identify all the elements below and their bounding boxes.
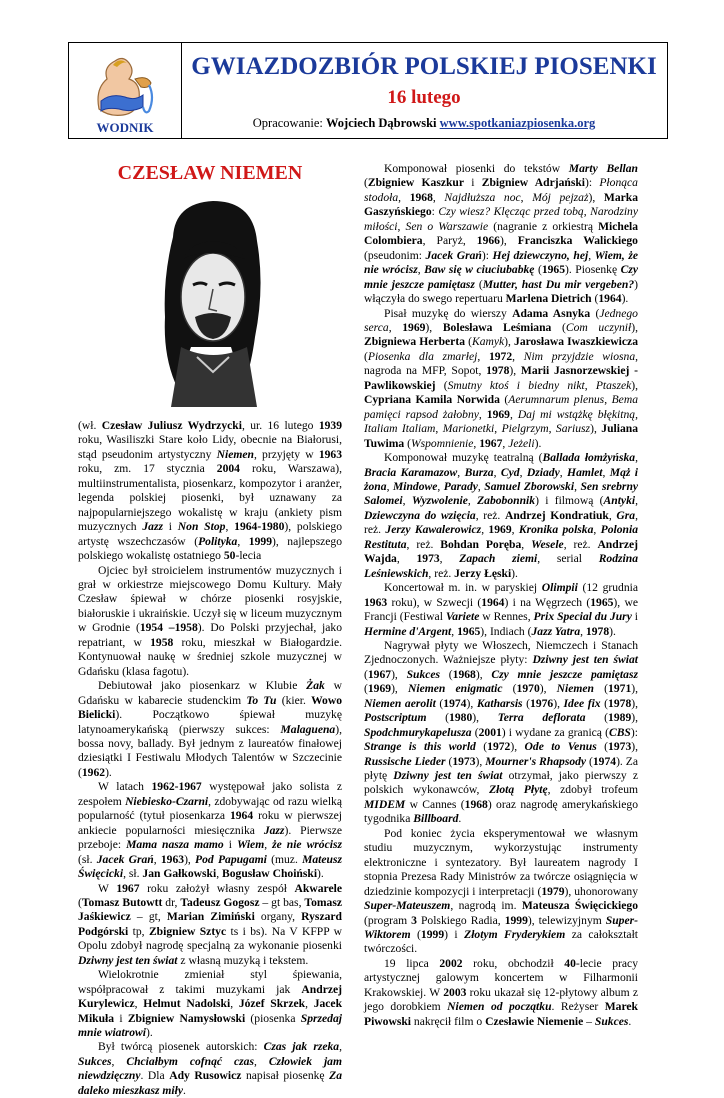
aquarius-icon: [89, 49, 161, 119]
credit-line: [181, 116, 667, 131]
credit-prefix: Opracowanie:: [252, 116, 326, 130]
site-link[interactable]: www.spotkaniazpiosenka.org: [439, 116, 596, 130]
aquarius-logo: [69, 43, 182, 138]
left-column: CZESŁAW NIEMEN (wł. Czesław Juliusz Wydrzycki, ur. 16 lutego 1939 roku, Wasiliszki Stare koło Lidy, obecnie na Białorusi, stąd pseudonim artystyczny Niemen, przyjęty w 1963 roku, zm. 17 stycznia 2004 roku, Warszawa), multiinstrumentalista, piosenkarz, kompozytor i aranżer, legenda polskiej piosenki, był uznawany za najpopularniejszego wokalistę w kraju (ankiety pism muzycznych Jazz i Non Stop, 1964-1980), polskiego artystę wszechczasów (Polityka, 1999), najlepszego polskiego wokalistę ostatniego 50-lecia Ojciec był stroicielem instrumentów muzycznych i grał w orkiestrze miejscowego Domu Kultury. Mały Czesław śpiewał w chórze piosenki rosyjskie, białoruskie i ukraińskie. Uczył się w liceum muzycznym w Grodnie (1954 –1958). Do Polski przyjechał, jako repatriant, w 1958 roku, mieszkał w Białogardzie. Kontynuował naukę w średniej szkole muzycznej w Gdańsku (klasa fagotu). Debiutował jako piosenkarz w Klubie Żak w Gdańsku w kabarecie studenckim To Tu (kier. Wowo Bielicki). Początkowo śpiewał muzykę latynoamerykańską (pierwszy sukces: Malaguena), bossa novy, ballady. Był jednym z laureatów finałowej dziesiątki I Festiwalu Młodych Talentów w Szczecinie (1962). W latach 1962-1967 występował jako solista z zespołem Niebiesko-Czarni, zdobywając od razu wielką popularność (tytuł piosenkarza 1964 roku w pierwszej ankiecie popularności miesięcznika Jazz). Pierwsze przeboje: Mama nasza mamo i Wiem, że nie wrócisz (sł. Jacek Grań, 1963), Pod Papugami (muz. Mateusz Święcicki, sł. Jan Gałkowski, Bogusław Choiński). W 1967 roku założył własny zespół Akwarele (Tomasz Butowtt dr, Tadeusz Gogosz – gt bas, Tomasz Jaśkiewicz – gt, Marian Zimiński organy, Ryszard Podgórski tp, Zbigniew Sztyc ts i bs). Na V KFPP w Opolu zdobył nagrodę specjalną za wykonanie piosenki Dziwny jest ten świat z własną muzyką i tekstem. Wielokrotnie zmieniał styl śpiewania, współpracował z takimi muzykami jak Andrzej Kurylewicz, Helmut Nadolski, Józef Skrzek, Jacek Mikuła i Zbigniew Namysłowski (piosenka Sprzedaj mnie wiatrowi). Był twórcą piosenek autorskich: Czas jak rzeka, Sukces, Chciałbym cofnąć czas, Człowiek jam niewdzięczny. Dla Ady Rusowicz napisał piosenkę Za daleko mieszkasz miły.: [78, 162, 343, 1097]
credit-author: Wojciech Dąbrowski: [325, 116, 437, 130]
logo-label: WODNIK: [96, 120, 154, 135]
page-title: GWIAZDOZBIÓR POLSKIEJ PIOSENKI: [191, 53, 657, 80]
portrait-photo: [135, 197, 285, 407]
page-date: 16 lutego: [387, 87, 461, 108]
header: [68, 42, 668, 139]
right-column: Komponował piosenki do tekstów Marty Bellan (Zbigniew Kaszkur i Zbigniew Adrjański): Płonąca stodoła, 1968, Najdłuższa noc, Mój pejzaż), Marka Gaszyńskiego: Czy wiesz? Klęcząc przed tobą, Narodziny miłości, Sen o Warszawie (nagranie z orkiestrą Michela Colombiera, Paryż, 1966), Franciszka Walickiego (pseudonim: Jacek Grań): Hej dziewczyno, hej, Wiem, że nie wrócisz, Baw się w ciuciubabkę (1965). Piosenkę Czy mnie jeszcze pamiętasz (Mutter, hast Du mir vergeben?) włączyła do swego repertuaru Marlena Dietrich (1964). Pisał muzykę do wierszy Adama Asnyka (Jednego serca, 1969), Bolesława Leśmiana (Com uczynił), Zbigniewa Herberta (Kamyk), Jarosława Iwaszkiewicza (Piosenka dla zmarłej, 1972, Nim przyjdzie wiosna, nagroda na MFP, Sopot, 1978), Marii Jasnorzewskiej - Pawlikowskiej (Smutny ktoś i biedny nikt, Ptaszek), Cypriana Kamila Norwida (Aerumnarum plenus, Bema pamięci rapsod żałobny, 1969, Daj mi wstążkę błękitną, Italiam Italiam, Marionetki, Pielgrzym, Sariusz), Juliana Tuwima (Wspomnienie, 1967, Jeżeli). Komponował muzykę teatralną (Ballada łomżyńska, Bracia Karamazow, Burza, Cyd, Dziady, Hamlet, Mąż i żona, Mindowe, Parady, Samuel Zborowski, Sen srebrny Salomei, Wyzwolenie, Zabobonnik) i filmową (Antyki, Dziewczyna do wzięcia, reż. Andrzej Kondratiuk, Gra, reż. Jerzy Kawalerowicz, 1969, Kronika polska, Polonia Restituta, reż. Bohdan Poręba, Wesele, reż. Andrzej Wajda, 1973, Zapach ziemi, serial Rodzina Leśniewskich, reż. Jerzy Łęski). Koncertował m. in. w paryskiej Olimpii (12 grudnia 1963 roku), w Szwecji (1964) i na Węgrzech (1965), we Francji (Festiwal Variete w Rennes, Prix Special du Jury i Hermine d'Argent, 1965), Indiach (Jazz Yatra, 1978). Nagrywał płyty we Włoszech, Niemczech i Stanach Zjednoczonych. Ważniejsze płyty: Dziwny jest ten świat (1967), Sukces (1968), Czy mnie jeszcze pamiętasz (1969), Niemen enigmatic (1970), Niemen (1971), Niemen aerolit (1974), Katharsis (1976), Idee fix (1978), Postscriptum (1980), Terra deflorata (1989), Spodchmurykapelusza (2001) i wydane za granicą (CBS): Strange is this world (1972), Ode to Venus (1973), Russische Lieder (1973), Mourner's Rhapsody (1974). Za płytę Dziwny jest ten świat otrzymał, jako pierwszy z polskich wykonawców, Złotą Płytę, zdobył trofeum MIDEM w Cannes (1968) oraz nagrodę amerykańskiego tygodnika Billboard. Pod koniec życia eksperymentował we własnym studiu muzycznym, wykorzystując instrumenty elektroniczne i syntezatory. Był laureatem nagrody I stopnia Prezesa Rady Ministrów za twórcze osiągnięcia w dziedzinie kompozycji i interpretacji (1979), uhonorowany Super-Mateuszem, nagrodą im. Mateusza Święcickiego (program 3 Polskiego Radia, 1999), telewizyjnym Super-Wiktorem (1999) i Złotym Fryderykiem za całokształt twórczości. 19 lipca 2002 roku, obchodził 40-lecie pracy artystycznej galowym koncertem w Filharmonii Krakowskiej. W 2003 roku ukazał się 12-płytowy album z jego dorobkiem Niemen od początku. Reżyser Marek Piwowski nakręcił film o Czesławie Niemenie – Sukces.: [364, 162, 639, 1028]
article-title: CZESŁAW NIEMEN: [117, 162, 303, 184]
